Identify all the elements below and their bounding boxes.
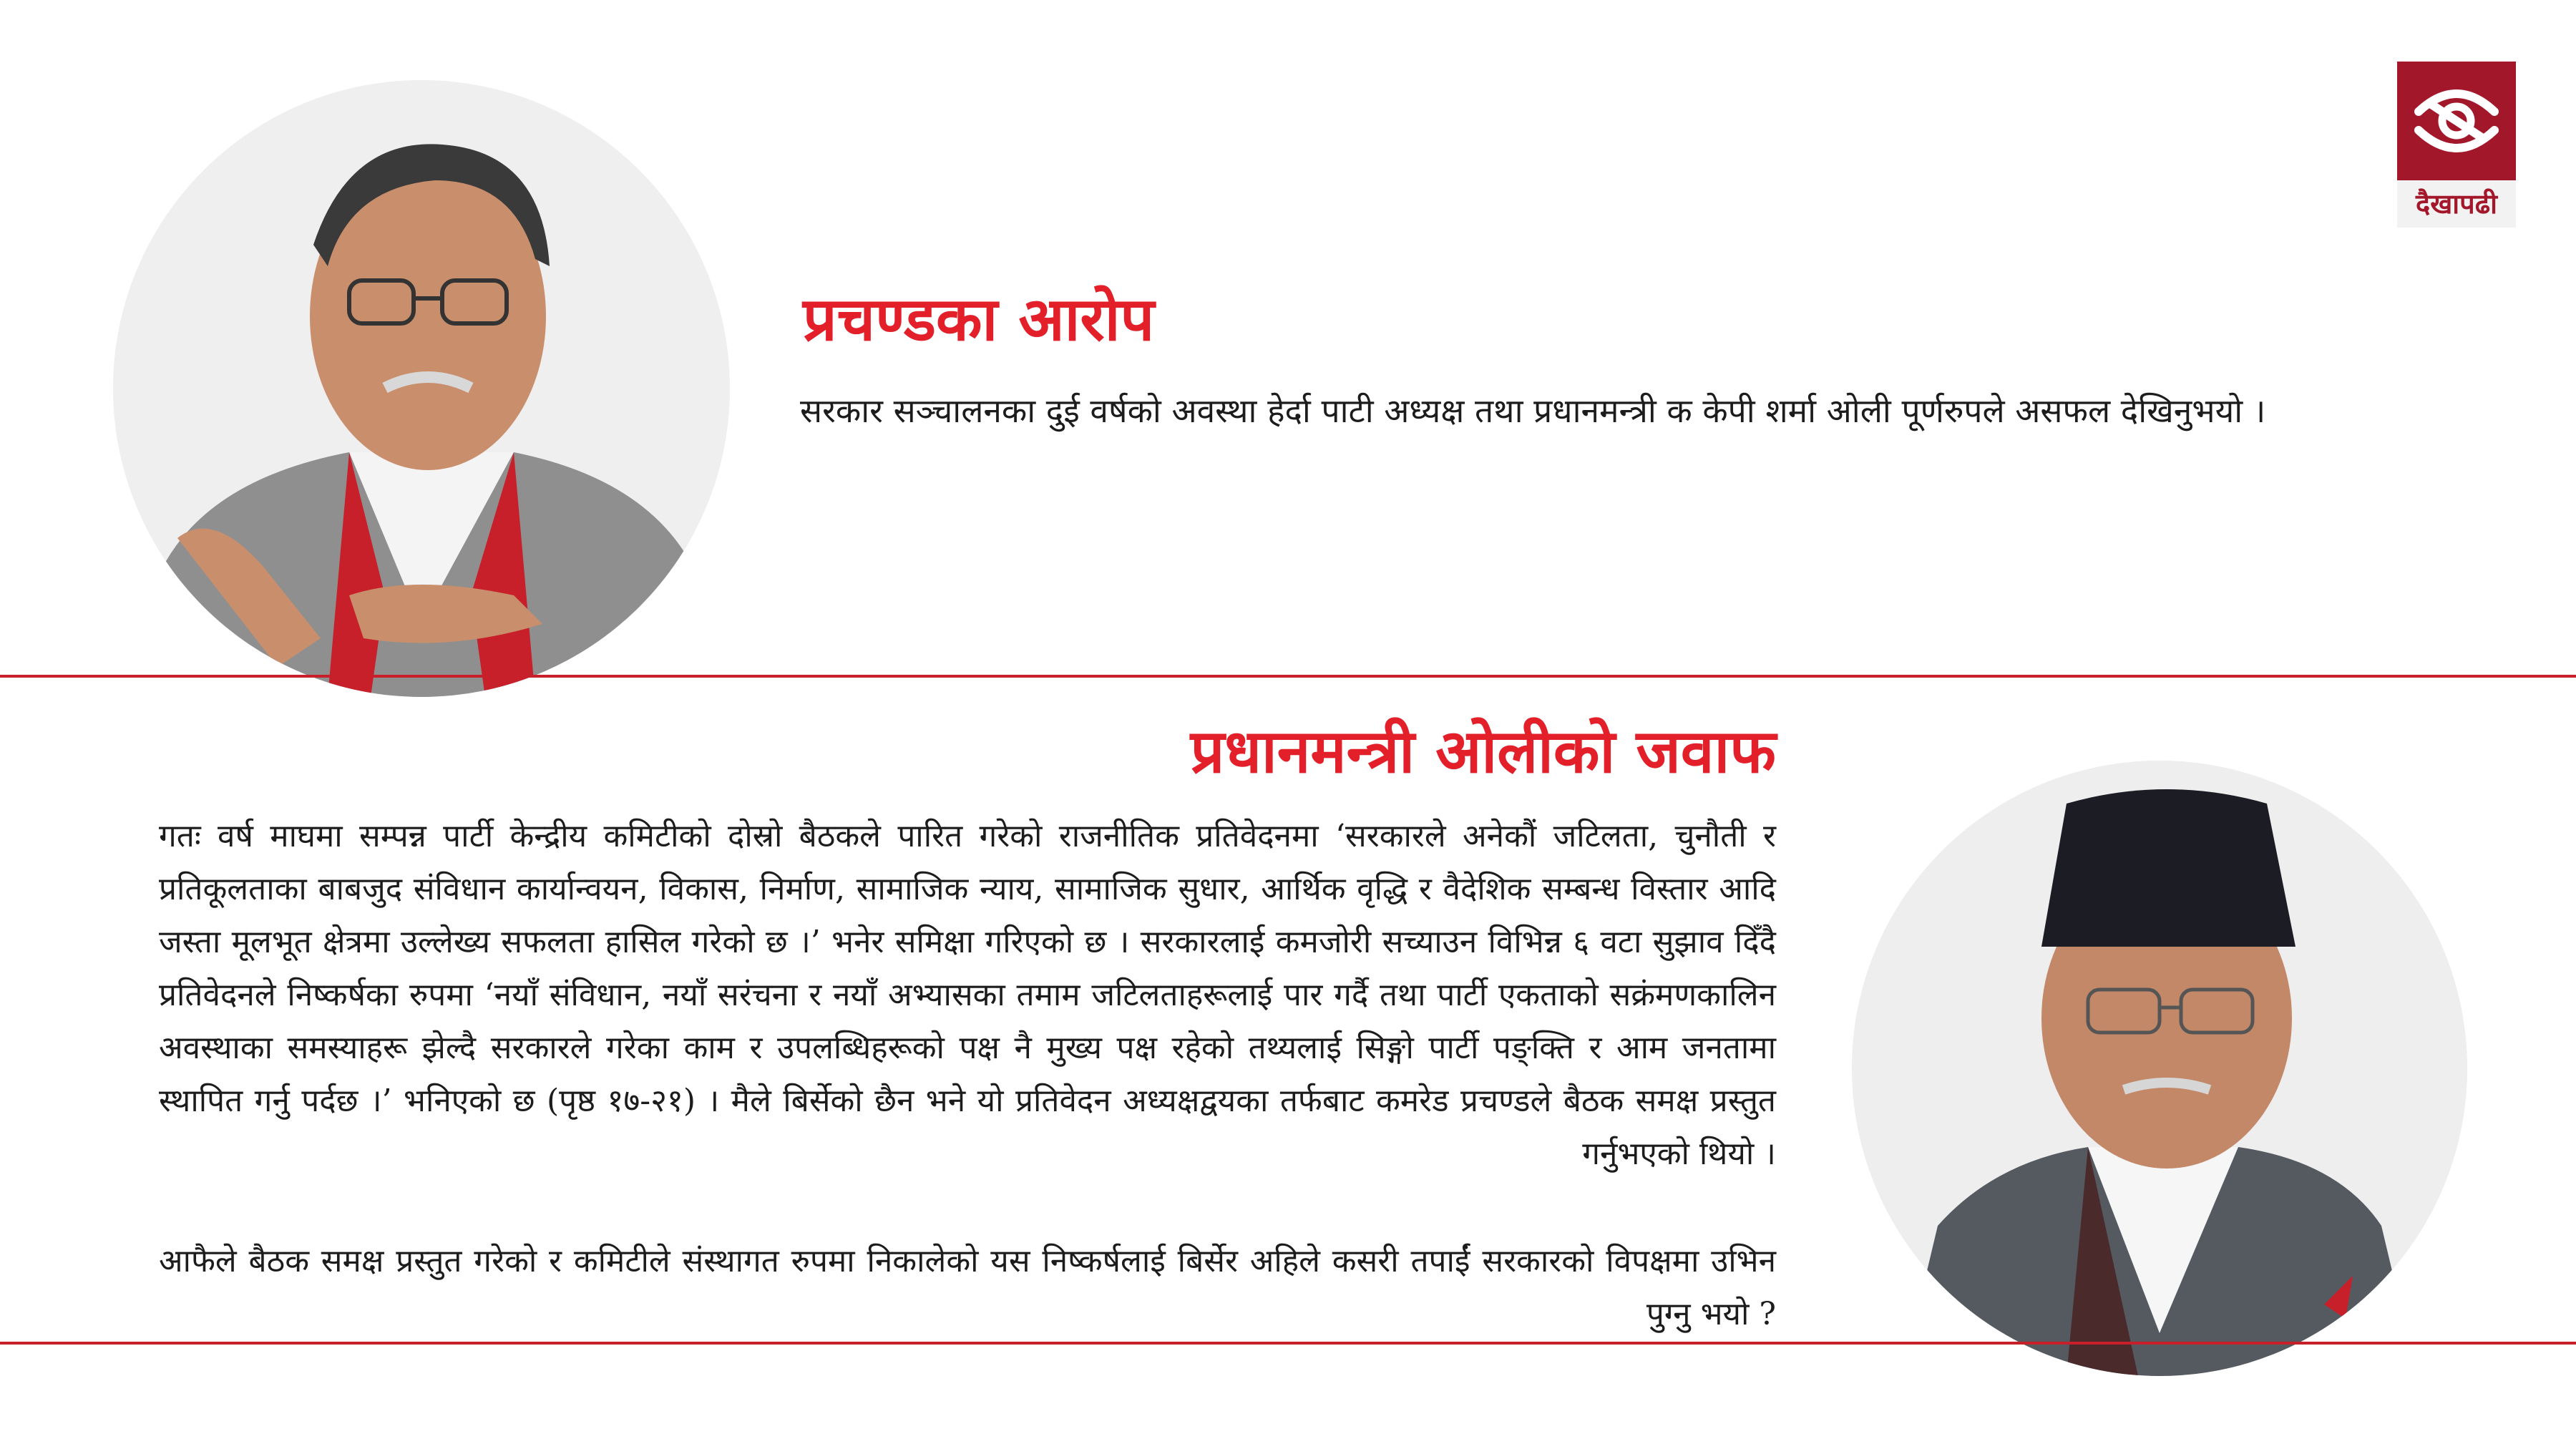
bottom-section-paragraph-1: गतः वर्ष माघमा सम्पन्न पार्टी केन्द्रीय कमिटीको दोस्रो बैठकले पारित गरेको राजनीतिक प्रतिवेदनमा ‘सरकारले अनेकौं जटिलता, चुनौती र प्रतिकूलताका बाबजुद संविधान कार्यान्वयन, विकास, निर्माण, सामाजिक न्याय, सामाजिक सुधार, आर्थिक वृद्धि र वैदेशिक सम्बन्ध विस्तार आदि जस्ता मूलभूत क्षेत्रमा उल्लेख्य सफलता हासिल गरेको छ ।’ भनेर समिक्षा गरिएको छ । सरकारलाई कमजोरी सच्याउन विभिन्न ६ वटा सुझाव दिँदै प्रतिवेदनले निष्कर्षका रुपमा ‘नयाँ संविधान, नयाँ सरंचना र नयाँ अभ्यासका तमाम जटिलताहरूलाई पार गर्दै तथा पार्टी एकताको सक्रंमणकालिन अवस्थाका समस्याहरू झेल्दै सरकारले गरेका काम र उपलब्धिहरूको पक्ष नै मुख्य पक्ष रहेको तथ्यलाई सिङ्गो पार्टी पङ्क्ति र आम जनतामा स्थापित गर्नु पर्दछ ।’ भनिएको छ (पृष्ठ १७-२१) । मैले बिर्सेको छैन भने यो प्रतिवेदन अध्यक्षद्वयका तर्फबाट कमरेड प्रचण्डले बैठक समक्ष प्रस्तुत गर्नुभएको थियो । bbox=[159, 818, 1776, 1172]
section-divider-top bbox=[0, 675, 2576, 678]
top-section-text: सरकार सञ्चालनका दुई वर्षको अवस्था हेर्दा पाटी अध्यक्ष तथा प्रधानमन्त्री क केपी शर्मा ओली पूर्णरुपले असफल देखिनुभयो । bbox=[800, 391, 2266, 430]
eye-loop-logo-icon bbox=[2397, 62, 2516, 180]
section-divider-bottom bbox=[0, 1342, 2576, 1345]
oli-portrait bbox=[1852, 761, 2467, 1376]
bottom-section-title: प्रधानमन्त्री ओलीको जवाफ bbox=[1190, 716, 1776, 786]
prachanda-portrait bbox=[113, 80, 730, 697]
top-section-title: प्रचण्डका आरोप bbox=[803, 284, 1155, 354]
brand-name: दैखापढी bbox=[2416, 188, 2497, 220]
bottom-section-paragraph-2: आफैले बैठक समक्ष प्रस्तुत गरेको र कमिटीले संस्थागत रुपमा निकालेको यस निष्कर्षलाई बिर्सेर अहिले कसरी तपाईं सरकारको विपक्षमा उभिन पुग्नु भयो ? bbox=[159, 1243, 1776, 1332]
brand-logo bbox=[2397, 62, 2516, 228]
